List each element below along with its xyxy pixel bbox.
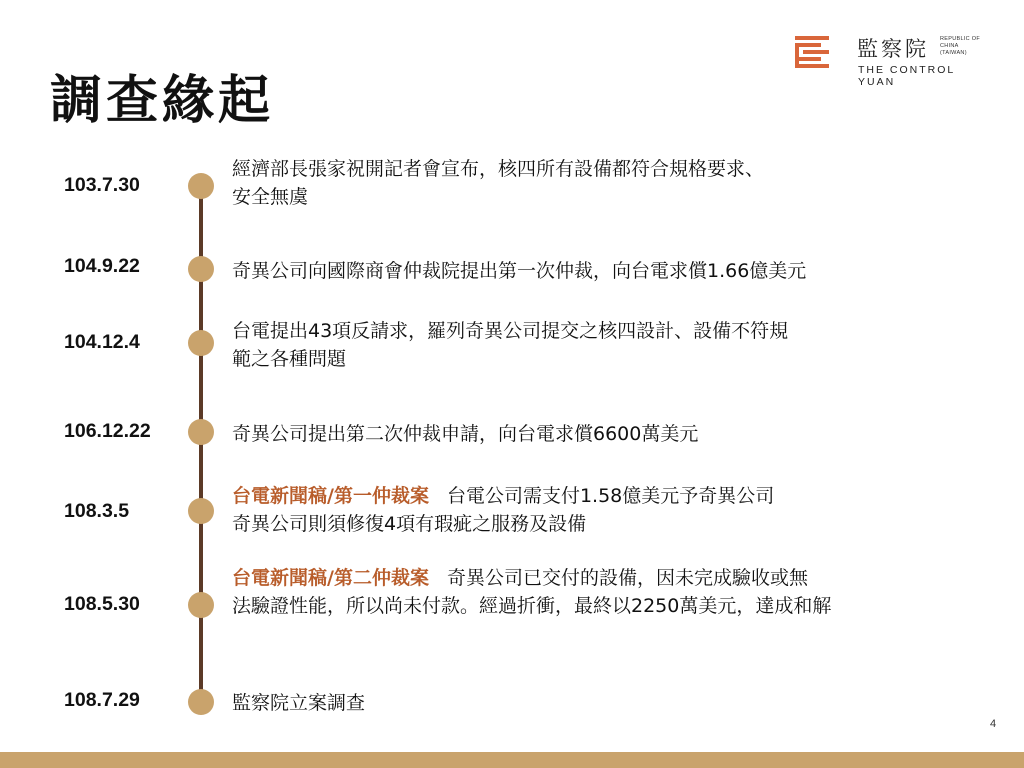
event-date: 104.12.4 [64,331,140,353]
press-release-label: 台電新聞稿/第一仲裁案 [232,485,429,507]
timeline-dot [188,173,214,199]
event-date: 108.3.5 [64,500,130,522]
event-date: 108.7.29 [64,689,140,711]
event-description: 奇異公司向國際商會仲裁院提出第一次仲裁，向台電求償1.66億美元 [232,260,807,282]
event-description: 經濟部長張家祝開記者會宣布，核四所有設備都符合規格要求、 安全無虞 [232,158,765,208]
timeline-dot [188,498,214,524]
timeline-dot [188,419,214,445]
event-description: 奇異公司提出第二次仲裁申請，向台電求償6600萬美元 [232,423,699,445]
event-date: 106.12.22 [64,420,151,442]
event-description: 監察院立案調查 [232,692,366,714]
slide-title: 調查緣起 [50,71,275,131]
logo-english-name: THE CONTROL YUAN [858,64,955,88]
page-number: 4 [990,718,997,730]
timeline-dot [188,330,214,356]
event-date: 103.7.30 [64,174,140,196]
timeline-dot [188,256,214,282]
timeline-dot [188,689,214,715]
bottom-accent-bar [0,752,1024,768]
event-description: 台電新聞稿/第一仲裁案 台電公司需支付1.58億美元予奇異公司 奇異公司則須修復4項有瑕疵之服務及設備 [232,485,775,535]
event-description: 台電新聞稿/第二仲裁案 奇異公司已交付的設備，因未完成驗收或無 法驗證性能，所以尚未付款。經過折衝，最終以2250萬美元，達成和解 [232,567,832,617]
timeline-dot [188,592,214,618]
press-release-label: 台電新聞稿/第二仲裁案 [232,567,429,589]
event-date: 108.5.30 [64,593,140,615]
event-date: 104.9.22 [64,255,140,277]
logo-chinese-name: 監察院 [857,37,929,61]
event-description: 台電提出43項反請求，羅列奇異公司提交之核四設計、設備不符規 範之各種問題 [232,320,789,370]
logo-roc-text: REPUBLIC OF CHINA (TAIWAN) [940,36,980,56]
control-yuan-logo [793,33,993,88]
control-yuan-logo-icon [793,34,831,72]
